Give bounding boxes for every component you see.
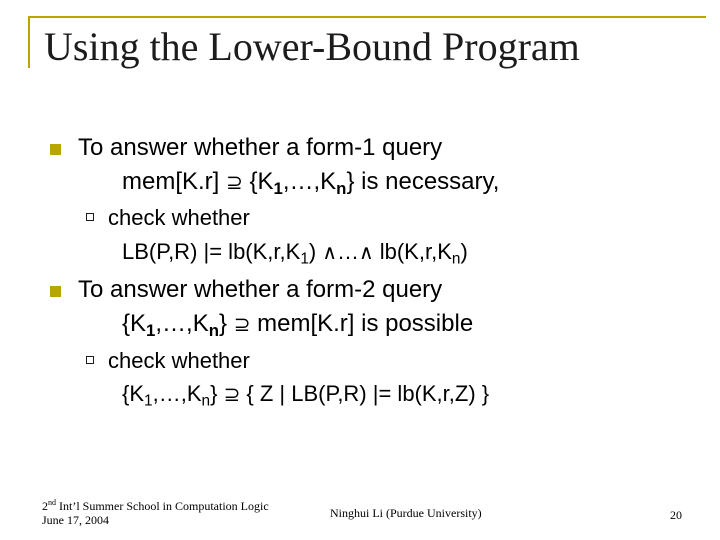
bullet-2-sub-line-1: check whether	[108, 348, 250, 373]
bullet-1-sub-line-1: check whether	[108, 205, 250, 230]
sub-bullet-box-icon	[86, 356, 94, 364]
superset-symbol: ⊇	[226, 170, 243, 194]
bullet-2-sub-line-2: $\{K_1,\dots,K_n\}$ ⊇ { Z | LB(P,R) |= lb(K,r,Z) }	[122, 381, 490, 410]
bullet-square-icon	[50, 144, 61, 155]
sub-bullet-box-icon	[86, 213, 94, 221]
superset-symbol: ⊇	[233, 312, 251, 336]
bullet-1-line-1: To answer whether a form-1 query	[78, 134, 443, 161]
bullet-1-line-2: mem[K.r] ⊇ $\{K_1,\dots,K_n\}$ is necessary,	[122, 168, 500, 199]
bullet-1-sub-line-2: LB(P,R) |= $lb(K,r,K_1)$ ∧…∧ $lb(K,r,K_n)$	[122, 239, 468, 268]
page-number: 20	[670, 508, 682, 522]
superset-symbol: ⊇	[223, 382, 241, 406]
logical-and-symbol: ∧	[322, 240, 337, 264]
logical-and-symbol: ∧	[358, 240, 374, 264]
title-frame-left-rule	[28, 16, 30, 68]
bullet-2-line-1: To answer whether a form-2 query	[78, 276, 443, 303]
bullet-square-icon	[50, 286, 61, 297]
footer-event-info	[42, 496, 269, 527]
slide-title: Using the Lower-Bound Program	[44, 24, 580, 69]
title-frame-top-rule	[28, 16, 706, 18]
footer-author: Ninghui Li (Purdue University)	[330, 506, 482, 520]
bullet-2-line-2: $\{K_1,\dots,K_n\}$ ⊇ mem[K.r] is possible	[122, 310, 474, 341]
footer-event-name: 2nd Int’l Summer School in Computation Logic	[42, 498, 269, 513]
footer-date: June 17, 2004	[42, 513, 109, 527]
